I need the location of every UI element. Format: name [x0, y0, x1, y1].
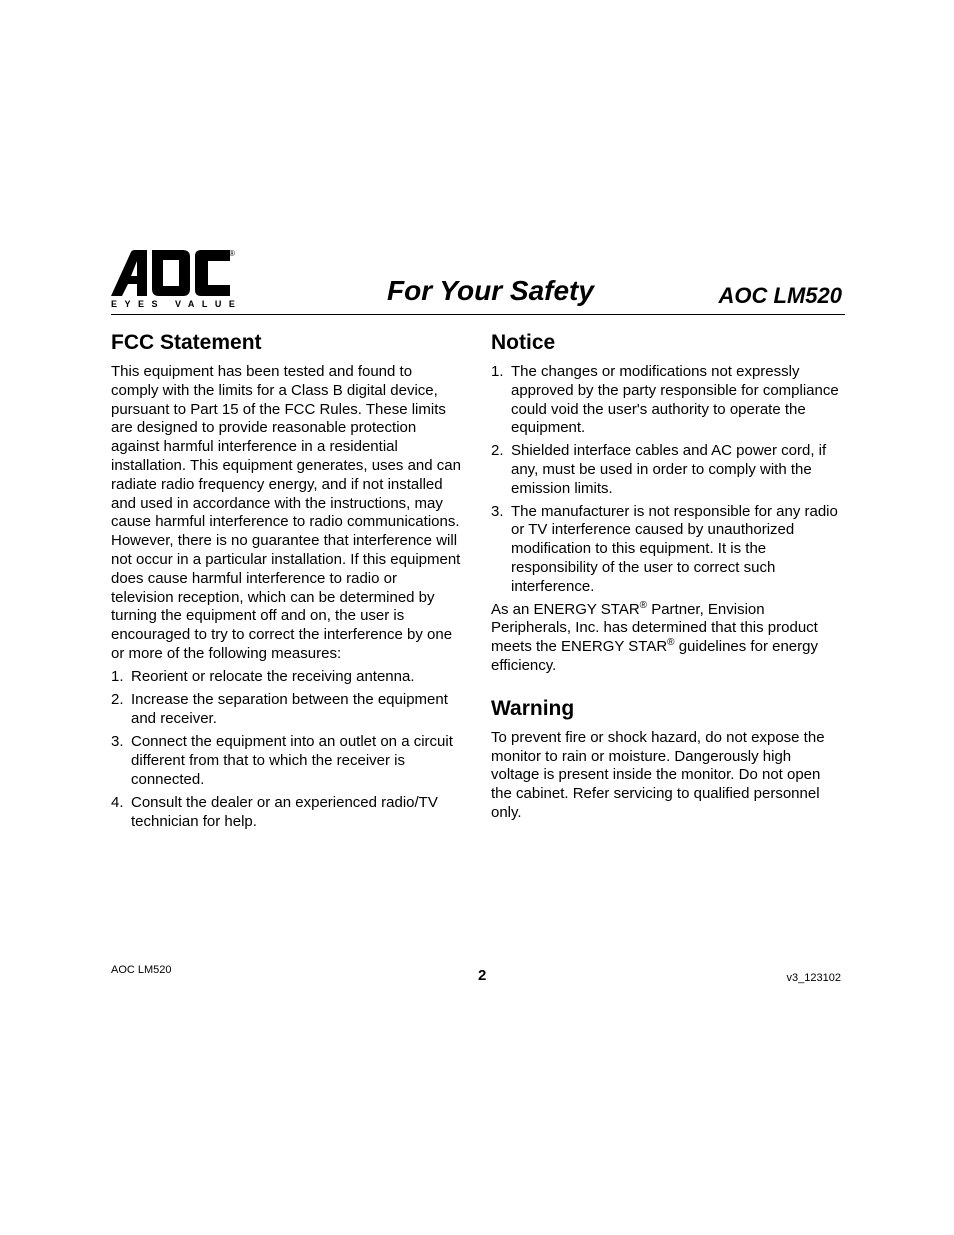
list-item: [491, 363, 843, 438]
warning-heading: Warning: [491, 696, 575, 720]
fcc-statement-section: [111, 330, 463, 836]
list-item-text: Consult the dealer or an experienced radio/TV technician for help.: [131, 794, 438, 830]
list-number: 1.: [491, 363, 504, 380]
energy-text-2: Partner, Envision Peripherals, Inc. has determined that this product: [491, 600, 818, 637]
list-item-text: Connect the equipment into an outlet on a circuit different from that to which the receiver is connected.: [131, 733, 453, 788]
energy-star-statement: [491, 601, 843, 676]
fcc-measures-list: [111, 668, 463, 832]
aoc-logo: [111, 249, 243, 312]
page-header: [111, 250, 845, 314]
list-number: 3.: [491, 502, 504, 520]
footer-product-name: AOC LM520: [111, 964, 172, 976]
fcc-paragraph: This equipment has been tested and found to comply with the limits for a Class B digital device, pursuant to Part 15 of the FCC Rules. These limits are designed to provide reasonable protection against harmful interference in a residential installation. This equipment generates, uses and can radiate radio frequency energy, and if not installed and used in accordance with the instructions, may cause harmful interference to radio communications. However, there is no guarantee that interference will not occur in a particular installation. If this equipment does cause harmful interference to radio or television reception, which can be determined by turning the equipment off and on, the user is encouraged to try to correct the interference by one or more of the following measures:: [111, 363, 461, 662]
list-item: [491, 442, 843, 498]
aoc-logo-mark: [111, 250, 231, 296]
notice-heading: Notice: [491, 331, 556, 354]
energy-text-4: guidelines for energy efficiency.: [491, 638, 818, 674]
footer-version: v3_123102: [786, 972, 841, 984]
notice-list: [491, 363, 843, 597]
list-item: [111, 733, 463, 789]
footer-page-number: 2: [478, 967, 487, 984]
fcc-heading: FCC Statement: [111, 331, 262, 354]
list-number: 2.: [111, 691, 124, 709]
page-title: For Your Safety: [387, 275, 594, 306]
list-item: [111, 668, 463, 687]
list-item-text: Shielded interface cables and AC power cord, if any, must be used in order to comply with the emission limits.: [511, 442, 827, 497]
list-item: [491, 503, 843, 597]
header-divider: [111, 314, 845, 315]
logo-registered-mark: ®: [229, 249, 235, 258]
energy-reg-mark-1: ®: [639, 599, 648, 611]
list-item-text: Reorient or relocate the receiving antenna.: [131, 667, 415, 685]
list-item: [111, 691, 463, 729]
list-item-text: The manufacturer is not responsible for any radio or TV interference caused by unauthorized modification to this equipment. It is the responsibility of the user to correct such interference.: [511, 502, 838, 595]
list-number: 2.: [491, 442, 504, 460]
list-item-text: Increase the separation between the equipment and receiver.: [131, 691, 448, 727]
energy-line-2: [491, 638, 843, 676]
list-number: 4.: [111, 794, 124, 812]
logo-tagline: EYES VALUE: [111, 299, 243, 309]
list-number: 1.: [111, 667, 124, 685]
energy-reg-mark-2: ®: [667, 637, 675, 649]
list-number: 3.: [111, 733, 124, 751]
energy-text-3: meets the ENERGY STAR: [491, 638, 668, 656]
warning-paragraph: To prevent fire or shock hazard, do not expose the monitor to rain or moisture. Dangerously high voltage is present inside the monitor. Do not open the cabinet. Refer servicing to qualified personnel only.: [491, 728, 825, 821]
product-name: AOC LM520: [718, 283, 842, 308]
list-item: [111, 794, 463, 832]
list-item-text: The changes or modifications not expressly approved by the party responsible for compliance could void the user's authority to operate the equipment.: [511, 363, 839, 437]
energy-text-1: As an ENERGY STAR: [491, 600, 640, 618]
notice-warning-section: [491, 330, 843, 823]
